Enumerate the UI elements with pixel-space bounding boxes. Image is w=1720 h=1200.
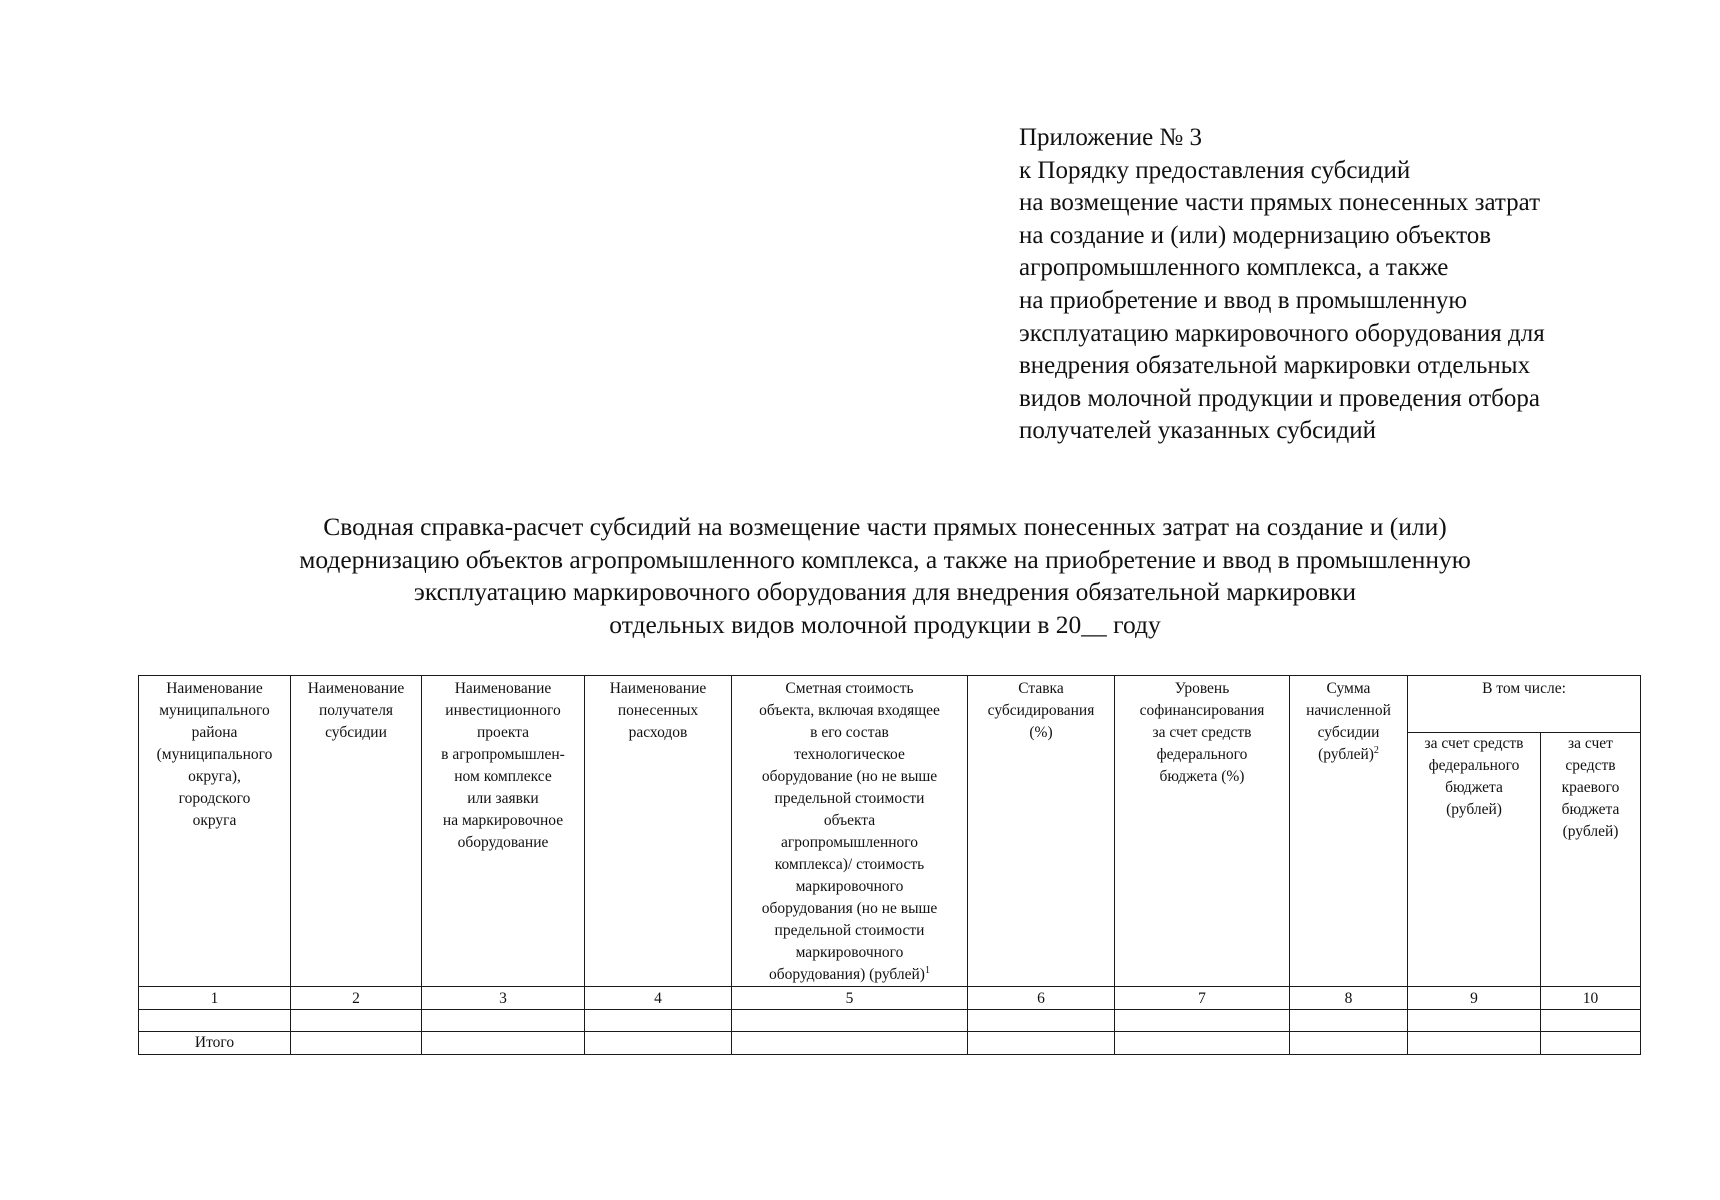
appendix-line: на приобретение и ввод в промышленную xyxy=(1019,286,1468,314)
table-cell xyxy=(585,1010,732,1032)
column-number: 4 xyxy=(585,987,732,1010)
title-line: эксплуатацию маркировочного оборудования для внедрения обязательной маркировки xyxy=(413,577,1357,606)
table-cell xyxy=(1115,1010,1290,1032)
column-number: 6 xyxy=(968,987,1115,1010)
appendix-line: эксплуатацию маркировочного оборудования для xyxy=(1019,319,1545,347)
column-header-cofinancing-level: Уровень софинансирования за счет средств федерального бюджета (%) xyxy=(1115,676,1290,987)
column-number: 2 xyxy=(291,987,422,1010)
column-header-investment-project: Наименование инвестиционного проекта в агропромышлен- ном комплексе или заявки на маркировочное оборудование xyxy=(422,676,585,987)
column-header-recipient: Наименование получателя субсидии xyxy=(291,676,422,987)
table-cell xyxy=(422,1010,585,1032)
table-row xyxy=(139,1010,1641,1032)
document-title xyxy=(140,511,1630,641)
table-cell xyxy=(1290,1010,1408,1032)
column-header-estimated-cost: Сметная стоимость объекта, включая входящее в его состав технологическое оборудование (но не выше предельной стоимости объекта агропромышленного комплекса)/ стоимость маркировочного оборудования (но не выше предельной стоимости маркировочного оборудования) (рублей)$^1$ xyxy=(732,676,968,987)
appendix-line: получателей указанных субсидий xyxy=(1019,417,1377,445)
column-number: 1 xyxy=(139,987,291,1010)
column-number-row xyxy=(139,987,1641,1010)
column-header-municipality: Наименование муниципального района (муниципального округа), городского округа xyxy=(139,676,291,987)
column-number: 10 xyxy=(1541,987,1641,1010)
table-cell xyxy=(585,1032,732,1055)
table-cell xyxy=(422,1032,585,1055)
column-group-including: В том числе: xyxy=(1408,676,1641,733)
column-number: 8 xyxy=(1290,987,1408,1010)
appendix-line: на возмещение части прямых понесенных затрат xyxy=(1019,189,1541,217)
column-header-subsidy-amount: Сумма начисленной субсидии (рублей)$^2$ xyxy=(1290,676,1408,987)
appendix-reference xyxy=(1019,122,1669,448)
column-number: 5 xyxy=(732,987,968,1010)
column-number: 7 xyxy=(1115,987,1290,1010)
appendix-line: внедрения обязательной маркировки отдельных xyxy=(1019,352,1531,380)
column-header-subsidy-rate: Ставка субсидирования (%) xyxy=(968,676,1115,987)
table-cell xyxy=(1115,1032,1290,1055)
subsidy-calculation-table xyxy=(138,675,1641,1055)
total-label: Итого xyxy=(139,1032,291,1055)
table-cell xyxy=(1541,1032,1641,1055)
appendix-line: к Порядку предоставления субсидий xyxy=(1019,156,1411,184)
appendix-line: агропромышленного комплекса, а также xyxy=(1019,254,1449,282)
table-cell xyxy=(732,1010,968,1032)
table-cell xyxy=(968,1032,1115,1055)
column-header-regional-budget: за счет средств краевого бюджета (рублей) xyxy=(1541,733,1641,987)
appendix-line: на создание и (или) модернизацию объектов xyxy=(1019,221,1492,249)
table-cell xyxy=(291,1032,422,1055)
table-cell xyxy=(291,1010,422,1032)
appendix-line: видов молочной продукции и проведения отбора xyxy=(1019,384,1540,412)
table-cell xyxy=(1541,1010,1641,1032)
title-line: модернизацию объектов агропромышленного комплекса, а также на приобретение и ввод в промышленную xyxy=(299,544,1471,574)
footnote-mark: 2 xyxy=(1373,744,1379,756)
column-number: 9 xyxy=(1408,987,1541,1010)
total-row xyxy=(139,1032,1641,1055)
table-cell xyxy=(732,1032,968,1055)
title-line: отдельных видов молочной продукции в 20__ году xyxy=(609,609,1161,639)
table-cell xyxy=(1290,1032,1408,1055)
table-cell xyxy=(1408,1010,1541,1032)
column-header-federal-budget: за счет средств федерального бюджета (рублей) xyxy=(1408,733,1541,987)
appendix-line: Приложение № 3 xyxy=(1019,124,1203,151)
table-cell xyxy=(968,1010,1115,1032)
column-number: 3 xyxy=(422,987,585,1010)
table-cell xyxy=(1408,1032,1541,1055)
table-cell xyxy=(139,1010,291,1032)
footnote-mark: 1 xyxy=(924,964,930,976)
column-header-expenses: Наименование понесенных расходов xyxy=(585,676,732,987)
title-line: Сводная справка-расчет субсидий на возмещение части прямых понесенных затрат на создание и (или) xyxy=(323,512,1447,541)
